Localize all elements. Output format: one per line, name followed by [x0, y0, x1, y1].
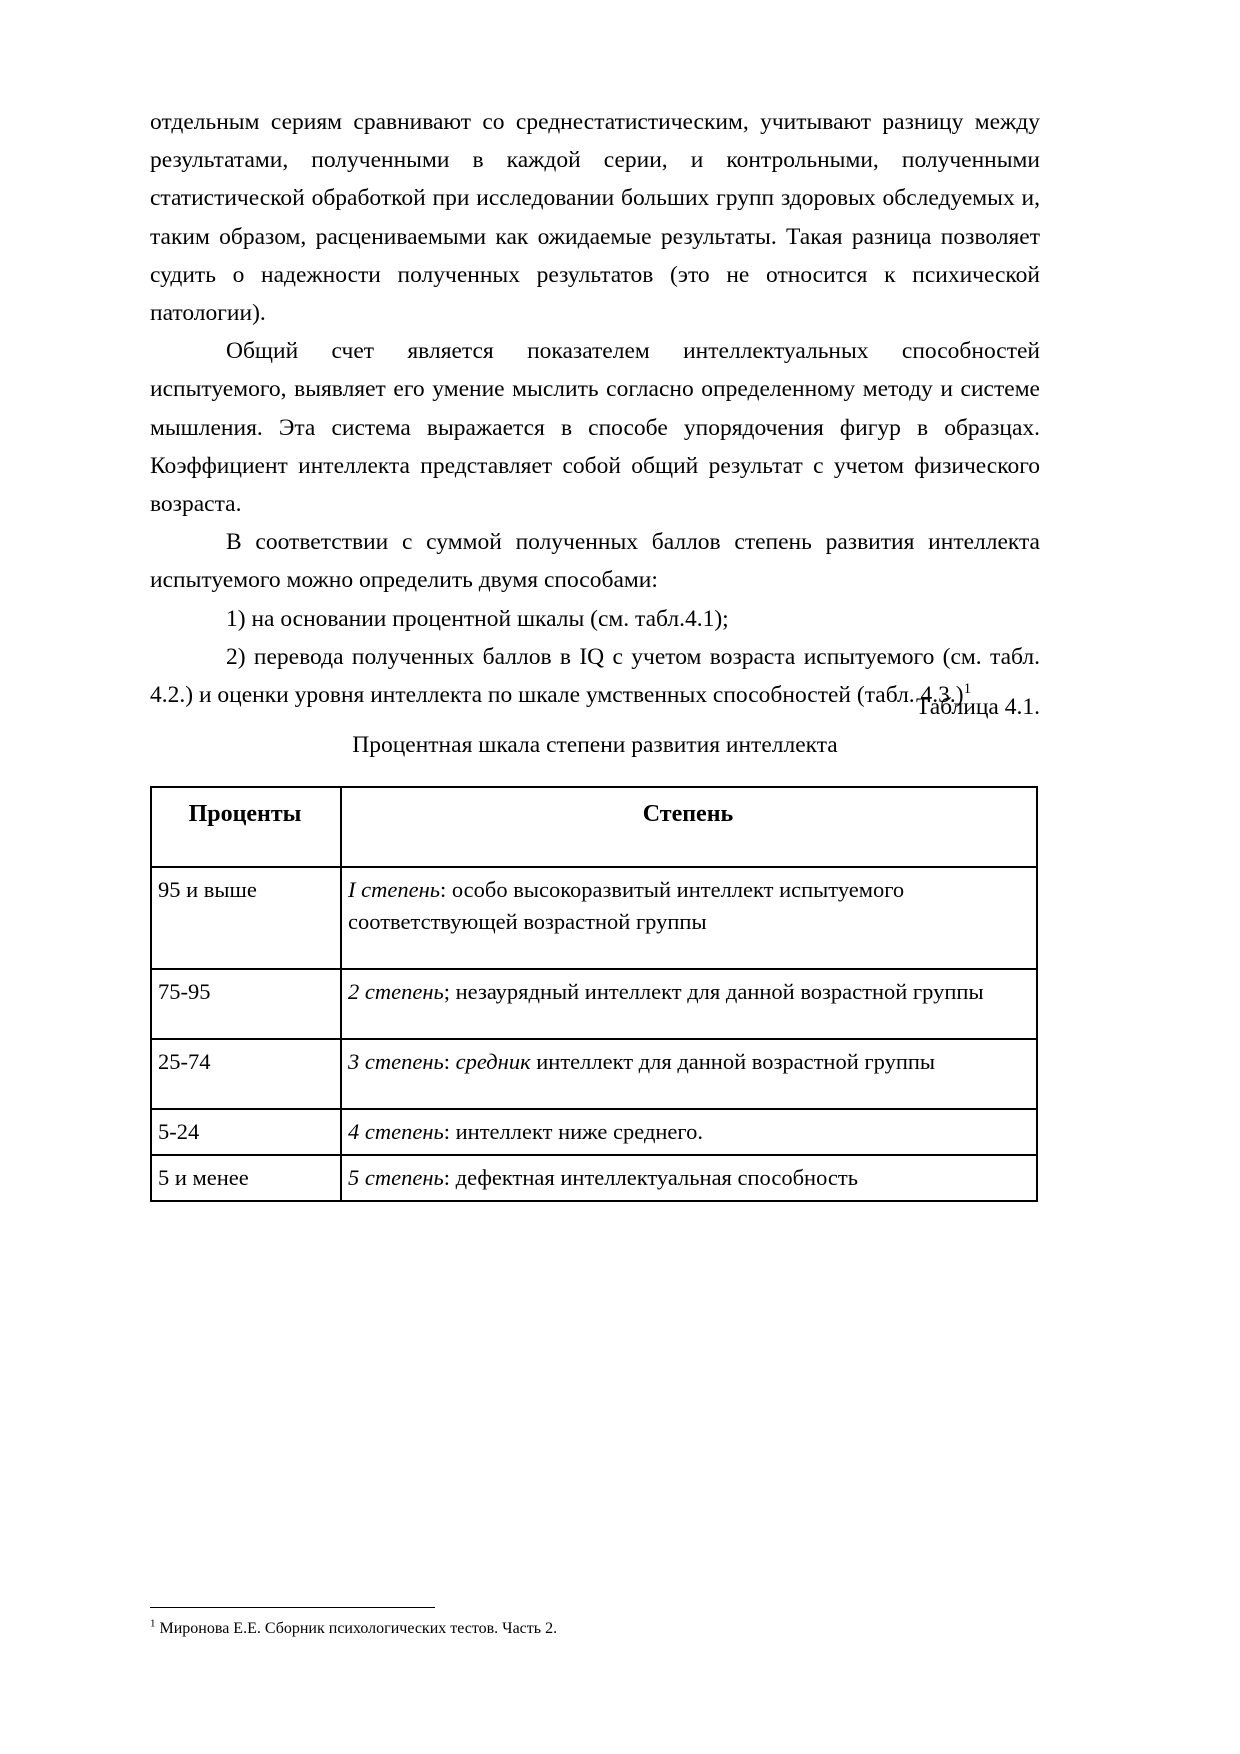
degree-separator: :	[443, 1165, 456, 1190]
degree-text: интеллект для данной возрастной группы	[536, 1049, 936, 1074]
paragraph-2: Общий счет является показателем интеллектуальных способностей испытуемого, выявляет его умение мыслить согласно определенному методу и системе мышления. Эта система выражается в способе упорядочения фигур в образцах. Коэффициент интеллекта представляет собой общий результат с учетом физического возраста.	[150, 338, 1040, 518]
list-item-1: 1) на основании процентной шкалы (см. табл.4.1);	[226, 605, 729, 632]
degree-label: 5 степень	[348, 1165, 444, 1190]
footnote-text: Миронова Е.Е. Сборник психологических тестов. Часть 2.	[159, 1620, 558, 1637]
footnote	[150, 1618, 1040, 1640]
degree-label: 4 степень	[348, 1119, 444, 1144]
degree-text: незаурядный интеллект для данной возрастной группы	[455, 979, 984, 1004]
degree-separator: :	[439, 877, 452, 902]
cell-percent: 95 и выше	[151, 867, 341, 969]
percent-scale-table	[150, 786, 1038, 1202]
table-header-row	[151, 787, 1037, 867]
degree-text: дефектная интеллектуальная способность	[455, 1165, 858, 1190]
body-text-block	[150, 103, 1040, 714]
cell-degree	[341, 969, 1037, 1039]
cell-percent: 5-24	[151, 1109, 341, 1155]
degree-text: интеллект ниже среднего.	[455, 1119, 703, 1144]
paragraph-3: В соответствии с суммой полученных баллов степень развития интеллекта испытуемого можно определить двумя способами:	[150, 529, 1040, 594]
cell-percent: 75-95	[151, 969, 341, 1039]
table-number-label: Таблица 4.1.	[915, 694, 1040, 720]
degree-emphasis: средник	[455, 1049, 537, 1074]
degree-separator: :	[443, 1119, 456, 1144]
table-row	[151, 867, 1037, 969]
cell-percent: 25-74	[151, 1039, 341, 1109]
footnote-separator-rule	[150, 1607, 435, 1608]
column-header-percent: Проценты	[151, 787, 341, 867]
table-row	[151, 1039, 1037, 1109]
cell-percent: 5 и менее	[151, 1155, 341, 1201]
degree-label: I степень	[348, 877, 440, 902]
degree-label: 3 степень	[348, 1049, 444, 1074]
cell-degree	[341, 1109, 1037, 1155]
degree-separator: :	[443, 1049, 456, 1074]
table-row	[151, 1109, 1037, 1155]
cell-degree	[341, 867, 1037, 969]
table-title: Процентная шкала степени развития интеллекта	[352, 732, 838, 758]
cell-degree	[341, 1039, 1037, 1109]
page-canvas	[150, 0, 1040, 1754]
table-body	[151, 867, 1037, 1201]
footnote-reference-icon[interactable]: 1	[963, 681, 972, 698]
degree-separator: ;	[443, 979, 456, 1004]
table-head	[151, 787, 1037, 867]
column-header-degree: Степень	[341, 787, 1037, 867]
table-row	[151, 969, 1037, 1039]
footnote-marker: 1	[150, 1617, 156, 1630]
degree-text: особо высокоразвитый интеллект испытуемого соответствующей возрастной группы	[348, 877, 905, 934]
table-row	[151, 1155, 1037, 1201]
list-item-2-text: 2) перевода полученных баллов в IQ с учетом возраста испытуемого (см. табл. 4.2.) и оценки уровня интеллекта по шкале умственных способностей (табл. 4.3.)	[150, 643, 1040, 709]
paragraph-1: отдельным сериям сравнивают со среднестатистическим, учитывают разницу между результатами, полученными в каждой серии, и контрольными, полученными статистической обработкой при исследовании больших групп здоровых обследуемых и, таким образом, расцениваемыми как ожидаемые результаты. Такая разница позволяет судить о надежности полученных результатов (это не относится к психической патологии).	[150, 109, 1040, 327]
cell-degree	[341, 1155, 1037, 1201]
degree-label: 2 степень	[348, 979, 444, 1004]
